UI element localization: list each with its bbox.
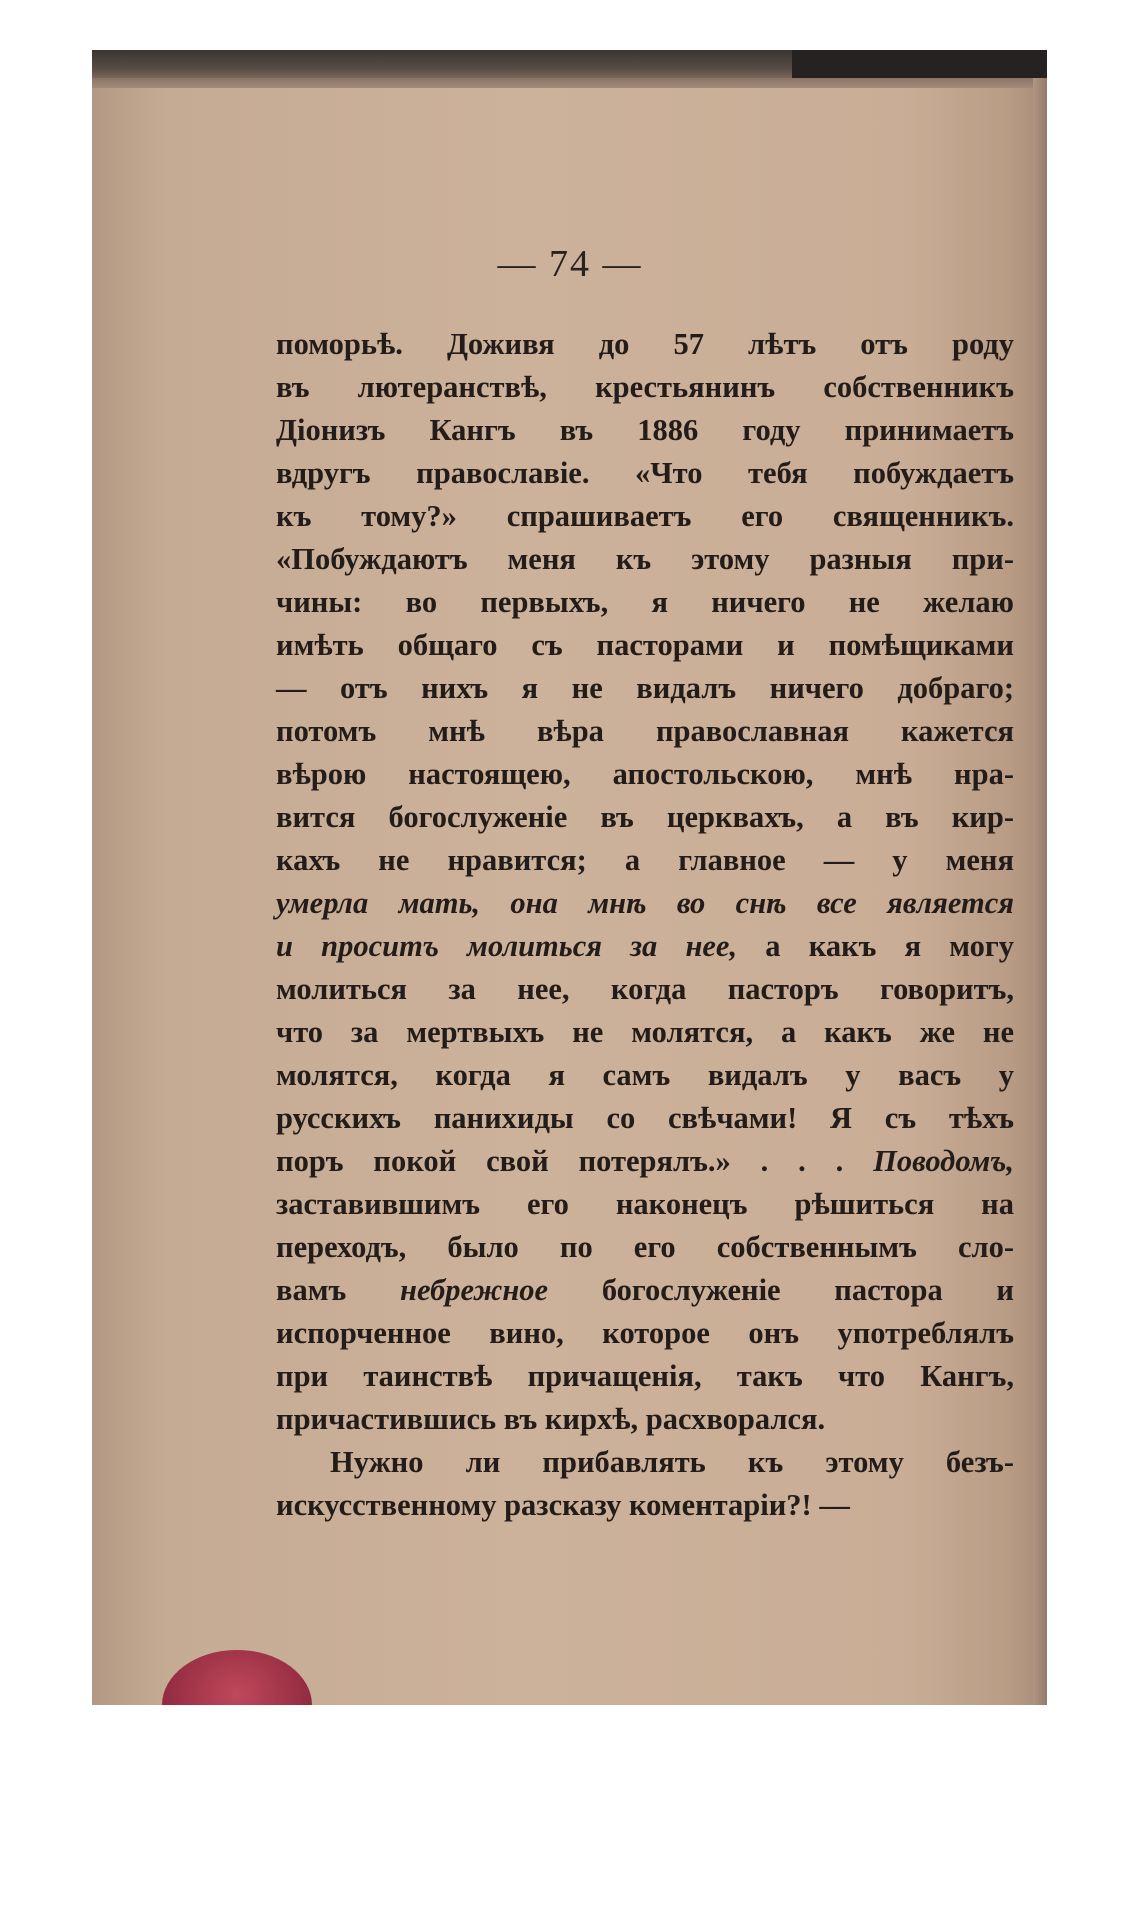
- text-segment: испорченное вино, которое онъ употреблялъ: [276, 1316, 1014, 1350]
- text-line: [276, 1097, 1014, 1140]
- text-line: [276, 366, 1014, 409]
- text-segment: въ лютеранствѣ, крестьянинъ собственникъ: [276, 370, 1014, 404]
- text-segment: имѣть общаго съ пасторами и помѣщиками: [276, 628, 1014, 662]
- text-segment: а какъ я могу: [737, 929, 1014, 963]
- text-line: [276, 1355, 1014, 1398]
- text-segment: — отъ нихъ я не видалъ ничего добраго;: [276, 671, 1014, 705]
- text-line: [276, 710, 1014, 753]
- text-line: [276, 882, 1014, 925]
- text-segment: поморьѣ. Доживя до 57 лѣтъ отъ роду: [276, 327, 1014, 361]
- text-segment: молиться за нее, когда пасторъ говоритъ,: [276, 972, 1014, 1006]
- text-segment: кахъ не нравится; а главное — у меня: [276, 843, 1014, 877]
- page-number: — 74 —: [497, 243, 643, 285]
- text-line: [276, 1140, 1014, 1183]
- italic-text-segment: и проситъ молиться за нее,: [276, 929, 738, 963]
- text-segment: вится богослуженіе въ церквахъ, а въ кир-: [276, 800, 1014, 834]
- text-line: [276, 1226, 1014, 1269]
- text-segment: потомъ мнѣ вѣра православная кажется: [276, 714, 1014, 748]
- text-segment: «Побуждаютъ меня къ этому разныя при-: [276, 542, 1014, 576]
- text-segment: вдругъ православіе. «Что тебя побуждаетъ: [276, 456, 1014, 490]
- text-segment: переходъ, было по его собственнымъ сло-: [276, 1230, 1014, 1264]
- page-body-text: [276, 323, 1014, 1527]
- text-line: [276, 495, 1014, 538]
- italic-text-segment: небрежное: [400, 1273, 549, 1307]
- text-segment: вамъ: [276, 1273, 401, 1307]
- text-segment: къ тому?» спрашиваетъ его священникъ.: [276, 499, 1014, 533]
- text-line: [276, 925, 1014, 968]
- text-line: [276, 1269, 1014, 1312]
- italic-text-segment: Поводомъ,: [873, 1144, 1014, 1178]
- text-line: [276, 624, 1014, 667]
- text-segment: поръ покой свой потерялъ.» . . .: [276, 1144, 874, 1178]
- text-line: [276, 1312, 1014, 1355]
- text-line: [276, 452, 1014, 495]
- text-line: [276, 1054, 1014, 1097]
- text-line: [276, 796, 1014, 839]
- text-line: [276, 753, 1014, 796]
- text-segment: при таинствѣ причащенія, такъ что Кангъ,: [276, 1359, 1014, 1393]
- italic-text-segment: умерла мать, она мнѣ во снѣ все является: [276, 886, 1014, 920]
- text-line: [276, 323, 1014, 366]
- text-segment: искусственному разсказу коментаріи?! —: [276, 1488, 850, 1522]
- text-line: [276, 409, 1014, 452]
- text-segment: молятся, когда я самъ видалъ у васъ у: [276, 1058, 1014, 1092]
- text-line: [276, 581, 1014, 624]
- text-segment: вѣрою настоящею, апостольскою, мнѣ нра-: [276, 757, 1014, 791]
- text-line: [276, 968, 1014, 1011]
- page-right-edge: [1033, 78, 1047, 1705]
- text-segment: русскихъ панихиды со свѣчами! Я съ тѣхъ: [276, 1101, 1014, 1135]
- text-segment: причастившись въ кирхѣ, расхворался.: [276, 1402, 826, 1436]
- text-segment: Нужно ли прибавлять къ этому безъ-: [330, 1445, 1014, 1479]
- text-segment: Діонизъ Кангъ въ 1886 году принимаетъ: [276, 413, 1014, 447]
- text-line: [276, 538, 1014, 581]
- text-line: [276, 1484, 1014, 1527]
- text-line: [276, 1011, 1014, 1054]
- page-top-edge: [92, 78, 1047, 88]
- text-segment: заставившимъ его наконецъ рѣшиться на: [276, 1187, 1014, 1221]
- text-line: [276, 839, 1014, 882]
- thumb-shadow: [162, 1650, 312, 1705]
- text-line: [276, 667, 1014, 710]
- text-segment: богослуженіе пастора и: [548, 1273, 1015, 1307]
- text-line: [276, 1398, 1014, 1441]
- text-segment: что за мертвыхъ не молятся, а какъ же не: [276, 1015, 1014, 1049]
- text-line: [276, 1183, 1014, 1226]
- text-segment: чины: во первыхъ, я ничего не желаю: [276, 585, 1014, 619]
- scan-top-right-shadow: [792, 50, 1047, 78]
- text-line: [276, 1441, 1014, 1484]
